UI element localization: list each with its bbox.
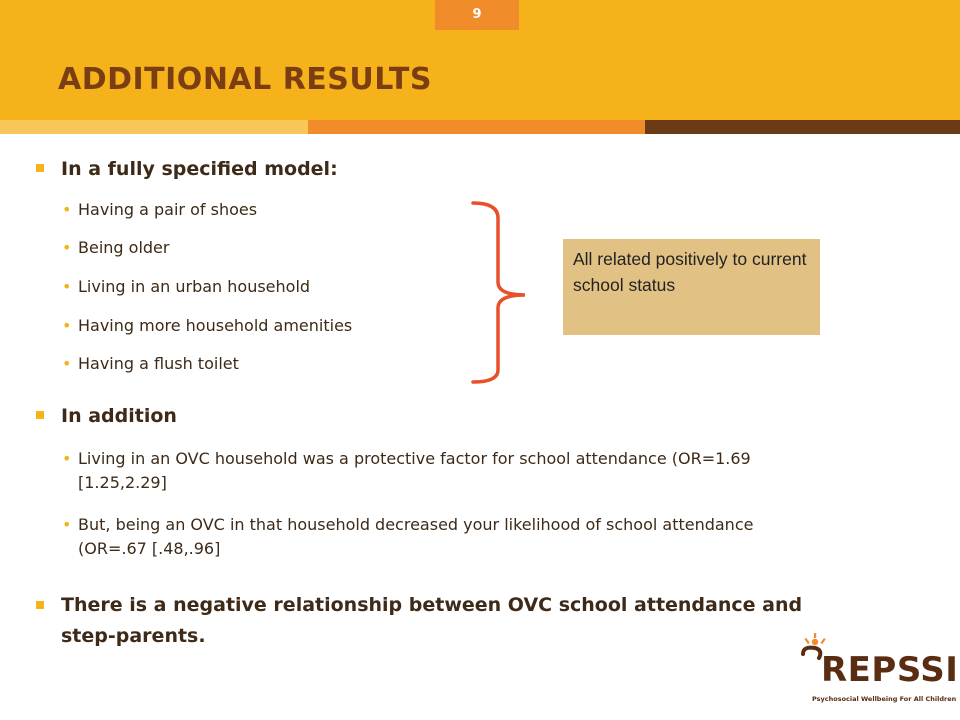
list-item-text: Having a flush toilet (78, 354, 239, 373)
bullet-dot-icon: • (62, 238, 72, 257)
bullet-dot-icon: • (62, 277, 72, 296)
list-item (62, 447, 822, 495)
list-item-text: Having more household amenities (78, 316, 353, 335)
bullet-heading-text: In addition (61, 405, 177, 427)
bullet-heading-stepparents (36, 590, 836, 652)
list-item (62, 513, 822, 561)
list-item-text: Living in an urban household (78, 277, 311, 296)
logo-wordmark: REPSSI (821, 650, 959, 690)
callout-text: All related positively to current school status (573, 249, 807, 295)
logo-tagline: Psychosocial Wellbeing For All Children (812, 695, 957, 703)
square-bullet-icon (36, 601, 44, 609)
bullet-dot-icon: • (62, 354, 72, 373)
list-item-text: Being older (78, 238, 170, 257)
right-brace-icon (468, 200, 538, 390)
bullet-dot-icon: • (62, 316, 72, 335)
bullet-heading-model (36, 158, 338, 180)
list-item (62, 200, 257, 219)
list-item (62, 354, 239, 373)
bullet-heading-text: In a fully specified model: (61, 158, 338, 180)
slide-number: 9 (435, 0, 519, 30)
list-item-text: But, being an OVC in that household decreased your likelihood of school attendance (OR=.67 [.48,.96] (78, 515, 754, 558)
bullet-heading-text: There is a negative relationship between OVC school attendance and step-parents. (61, 594, 803, 647)
square-bullet-icon (36, 411, 44, 419)
bullet-heading-addition (36, 405, 177, 427)
bullet-dot-icon: • (62, 449, 72, 468)
square-bullet-icon (36, 164, 44, 172)
bullet-dot-icon: • (62, 200, 72, 219)
list-item (62, 316, 352, 335)
list-item (62, 277, 310, 296)
slide-title: ADDITIONAL RESULTS (58, 62, 432, 97)
list-item-text: Having a pair of shoes (78, 200, 258, 219)
bullet-dot-icon: • (62, 515, 72, 534)
list-item (62, 238, 169, 257)
list-item-text: Living in an OVC household was a protective factor for school attendance (OR=1.69 [1.25,2.29] (78, 449, 751, 492)
